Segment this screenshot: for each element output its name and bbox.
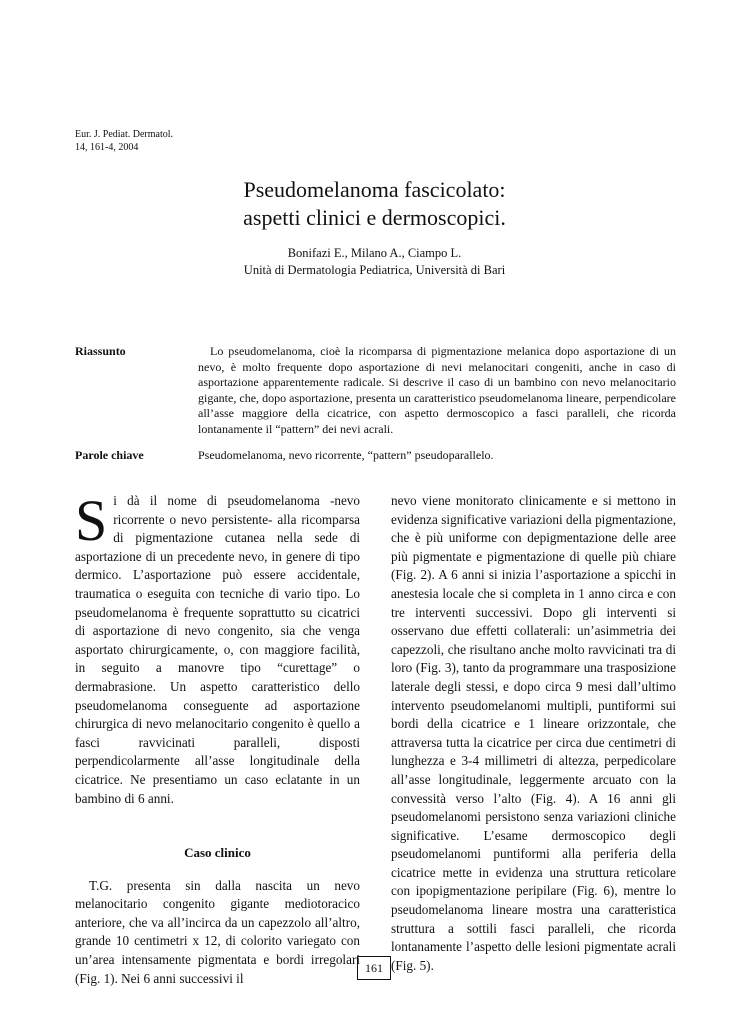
author-affiliation: Unità di Dermatologia Pediatrica, Università di Bari [243, 263, 506, 277]
keywords-label: Parole chiave [75, 448, 144, 462]
journal-citation [75, 128, 173, 154]
drop-cap: S [75, 488, 108, 553]
page-number: 161 [357, 956, 391, 980]
title-line-1: Pseudomelanoma fascicolato: [243, 177, 506, 202]
author-names: Bonifazi E., Milano A., Ciampo L. [287, 246, 462, 260]
body-column-right [391, 492, 676, 975]
author-block [0, 245, 749, 279]
section-heading: Caso clinico [184, 845, 251, 861]
intro-paragraph [75, 488, 360, 808]
case-paragraph-left: T.G. presenta sin dalla nascita un nevo melanocitario congenito gigante mediotoracico anteriore, che va all’incirca da un capezzolo all’altro, grande 10 centimetri x 12, di colorito variegato con un’area intensamente pigmentata e bordi irregolari (Fig. 1). Nei 6 anni successivi il [75, 877, 360, 986]
intro-text: i dà il nome di pseudomelanoma -nevo ricorrente o nevo persistente- alla ricomparsa di pigmentazione cutanea nella sede di asportazione di un precedente nevo, in genere di tipo dermico. L’asportazione può essere accidentale, traumatica o eseguita con tecniche di vario tipo. Lo pseudomelanoma è frequente soprattutto su cicatrici di asportazione di nevo congenito, sia che venga asportato chirurgicamente, o, con maggiore facilità, in seguito a manovre tipo “curettage” o dermabrasione. Un aspetto caratteristico dello pseudomelanoma conseguente ad asportazione chirurgica di nevo melanocitario congenito è quello a fasci ravvicinati paralleli, disposti perpendicolarmente all’asse longitudinale della cicatrice. Ne presentiamo un caso eclatante in un bambino di 6 anni. [75, 493, 360, 806]
case-paragraph-right: nevo viene monitorato clinicamente e si mettono in evidenza significative variazioni della pigmentazione, che è più uniforme con depigmentazione delle aree più pigmentate e pigmentazione di quelle più chiare (Fig. 2). A 6 anni si inizia l’asportazione a spicchi in anestesia locale che si completa in 1 anno circa e con tre interventi successivi. Dopo gli interventi si osservano due effetti collaterali: un’asimmetria dei capezzoli, che risultano anche molto ravvicinati tra di loro (Fig. 3), tanto da programmare una trasposizione laterale degli stessi, e dopo circa 9 mesi dall’ultimo intervento pseudomelanomi multipli, puntiformi sui bordi della cicatrice e 1 lineare orizzontale, che attraversa tutta la cicatrice per circa due centimetri di lunghezza e 3-4 millimetri di altezza, perpedicolare all’asse longitudinale, leggermente arcuato con la convessità verso l’alto (Fig. 4). A 16 anni gli pseudomelanomi persistono senza variazioni cliniche significative. L’esame dermoscopico degli pseudomelanomi puntiformi alla periferia della cicatrice mette in evidenza una struttura reticolare con ipopigmentazione peripilare (Fig. 6), mentre lo pseudomelanoma lineare mostra una caratteristica struttura a sottili fasci paralleli, che ricorda lontanamente l’aspetto delle lesioni pigmentate acrali (Fig. 5). [391, 493, 676, 973]
abstract-text: Lo pseudomelanoma, cioè la ricomparsa di pigmentazione melanica dopo asportazione di un nevo, è molto frequente dopo asportazione di nevi melanocitari congeniti, anche in caso di asportazione apparentemente radicale. Si descrive il caso di un bambino con nevo melanocitario gigante, che, dopo asportazione, presenta un caratteristico pseudomelanoma lineare, perpendicolare all’asse maggiore della cicatrice, con aspetto dermoscopico a fasci paralleli, che ricorda lontanamente il “pattern” dei nevi acrali. [198, 344, 676, 436]
abstract-label: Riassunto [75, 344, 126, 358]
body-column-left [75, 488, 360, 988]
article-title [0, 176, 749, 232]
keywords-text: Pseudomelanoma, nevo ricorrente, “pattern” pseudoparallelo. [198, 448, 494, 462]
journal-volume: 14, 161-4, 2004 [75, 142, 139, 153]
journal-name: Eur. J. Pediat. Dermatol. [75, 129, 174, 140]
title-line-2: aspetti clinici e dermoscopici. [243, 205, 506, 230]
